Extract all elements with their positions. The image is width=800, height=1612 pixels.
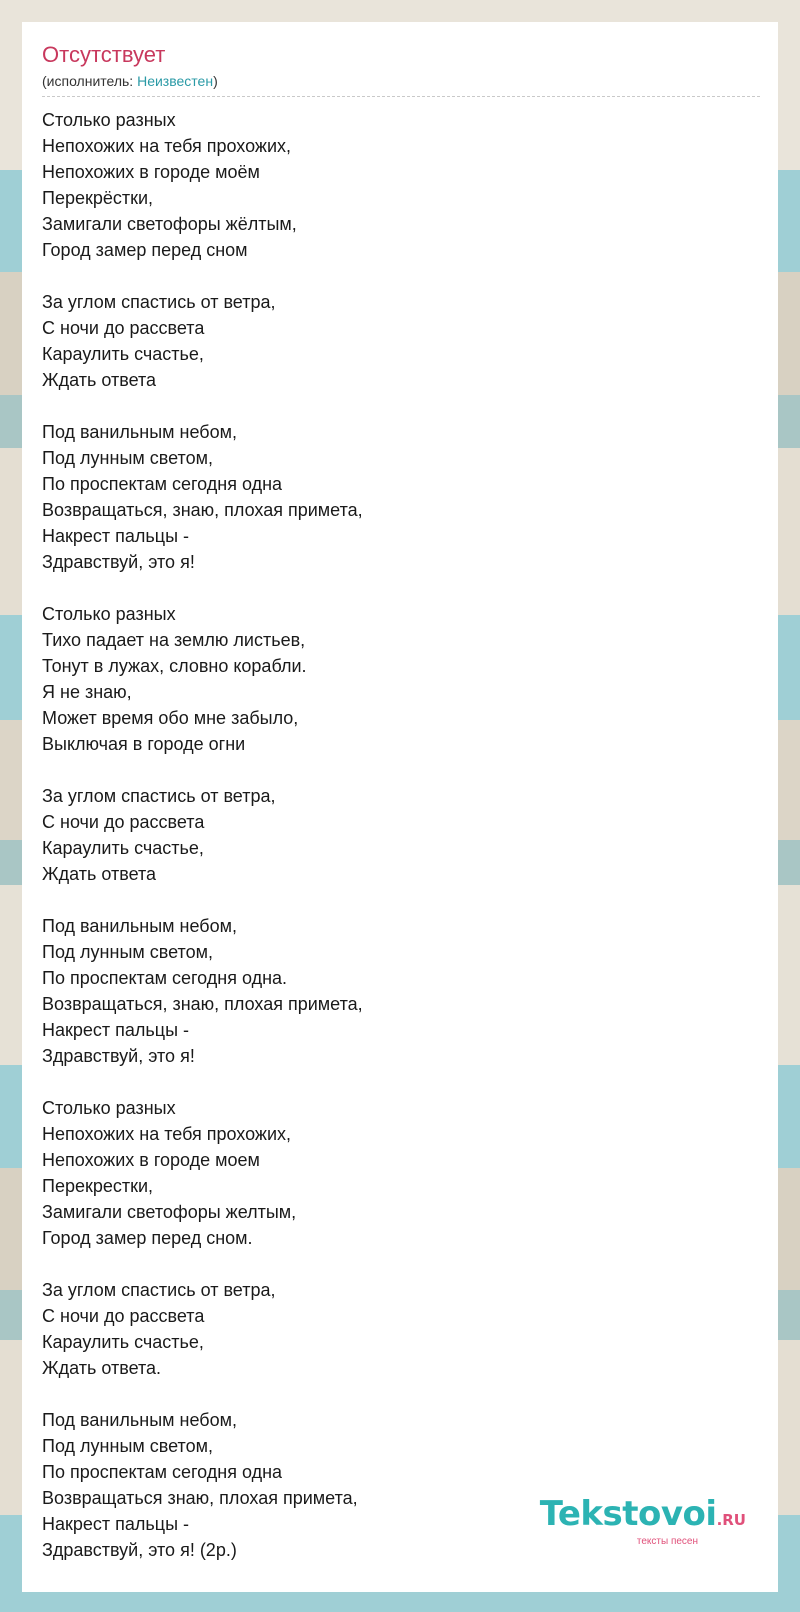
lyric-line: Караулить счастье,: [42, 344, 204, 364]
lyric-line: Перекрестки,: [42, 1176, 154, 1196]
lyric-line: Непохожих на тебя прохожих,: [42, 136, 292, 156]
lyric-line: Караулить счастье,: [42, 838, 204, 858]
lyric-line: Под лунным светом,: [42, 448, 213, 468]
logo-tld: .RU: [716, 1511, 746, 1529]
lyric-line: По проспектам сегодня одна: [42, 1462, 283, 1482]
lyric-line: Выключая в городе огни: [42, 734, 246, 754]
artist-line: [42, 72, 760, 97]
lyric-line: Здравствуй, это я!: [42, 1046, 195, 1066]
logo-tagline: тексты песен: [636, 1536, 698, 1547]
lyric-line: Здравствуй, это я! (2р.): [42, 1540, 237, 1560]
lyrics-stanza: [42, 601, 758, 757]
lyric-line: Под ванильным небом,: [42, 422, 238, 442]
lyric-line: Непохожих в городе моем: [42, 1150, 260, 1170]
lyric-line: С ночи до рассвета: [42, 318, 205, 338]
lyric-line: Возвращаться, знаю, плохая примета,: [42, 500, 363, 520]
lyric-line: Тихо падает на землю листьев,: [42, 630, 306, 650]
lyric-line: Накрест пальцы -: [42, 526, 190, 546]
artist-prefix: (исполнитель:: [42, 73, 138, 89]
lyrics-stanza: [42, 913, 758, 1069]
artist-link[interactable]: Неизвестен: [137, 73, 214, 89]
lyric-line: За углом спастись от ветра,: [42, 1280, 276, 1300]
lyric-line: Ждать ответа.: [42, 1358, 162, 1378]
lyric-line: Возвращаться, знаю, плохая примета,: [42, 994, 363, 1014]
lyric-line: Под лунным светом,: [42, 942, 213, 962]
lyric-line: Под ванильным небом,: [42, 1410, 238, 1430]
lyric-line: Возвращаться знаю, плохая примета,: [42, 1488, 358, 1508]
lyrics-stanza: [42, 289, 758, 393]
lyrics-body: [42, 107, 758, 1563]
lyric-line: За углом спастись от ветра,: [42, 786, 276, 806]
lyric-line: Столько разных: [42, 604, 176, 624]
lyric-line: Накрест пальцы -: [42, 1514, 190, 1534]
lyrics-card: [22, 22, 778, 1592]
lyric-line: Под лунным светом,: [42, 1436, 213, 1456]
lyric-line: Столько разных: [42, 1098, 176, 1118]
lyric-line: Город замер перед сном.: [42, 1228, 253, 1248]
lyric-line: Под ванильным небом,: [42, 916, 238, 936]
lyric-line: Ждать ответа: [42, 864, 157, 884]
site-logo[interactable]: [540, 1496, 746, 1548]
lyric-line: Караулить счастье,: [42, 1332, 204, 1352]
lyric-line: Может время обо мне забыло,: [42, 708, 299, 728]
lyric-line: По проспектам сегодня одна.: [42, 968, 288, 988]
logo-wordmark: [540, 1496, 746, 1538]
lyric-line: Непохожих в городе моём: [42, 162, 260, 182]
lyric-line: Перекрёстки,: [42, 188, 154, 208]
lyrics-stanza: [42, 419, 758, 575]
lyric-line: Город замер перед сном: [42, 240, 248, 260]
lyric-line: Замигали светофоры жёлтым,: [42, 214, 297, 234]
logo-name: Tekstovoi: [539, 1494, 717, 1534]
song-title: Отсутствует: [42, 42, 166, 67]
lyric-line: Столько разных: [42, 110, 176, 130]
lyric-line: Тонут в лужах, словно корабли.: [42, 656, 307, 676]
lyric-line: С ночи до рассвета: [42, 812, 205, 832]
lyric-line: Замигали светофоры желтым,: [42, 1202, 297, 1222]
lyrics-stanza: [42, 1277, 758, 1381]
lyric-line: Здравствуй, это я!: [42, 552, 195, 572]
lyric-line: Я не знаю,: [42, 682, 132, 702]
lyric-line: По проспектам сегодня одна: [42, 474, 283, 494]
lyrics-stanza: [42, 1095, 758, 1251]
lyric-line: Накрест пальцы -: [42, 1020, 190, 1040]
lyric-line: За углом спастись от ветра,: [42, 292, 276, 312]
lyric-line: С ночи до рассвета: [42, 1306, 205, 1326]
lyrics-stanza: [42, 107, 758, 263]
lyric-line: Непохожих на тебя прохожих,: [42, 1124, 292, 1144]
lyrics-stanza: [42, 783, 758, 887]
artist-suffix: ): [213, 73, 218, 89]
lyric-line: Ждать ответа: [42, 370, 157, 390]
